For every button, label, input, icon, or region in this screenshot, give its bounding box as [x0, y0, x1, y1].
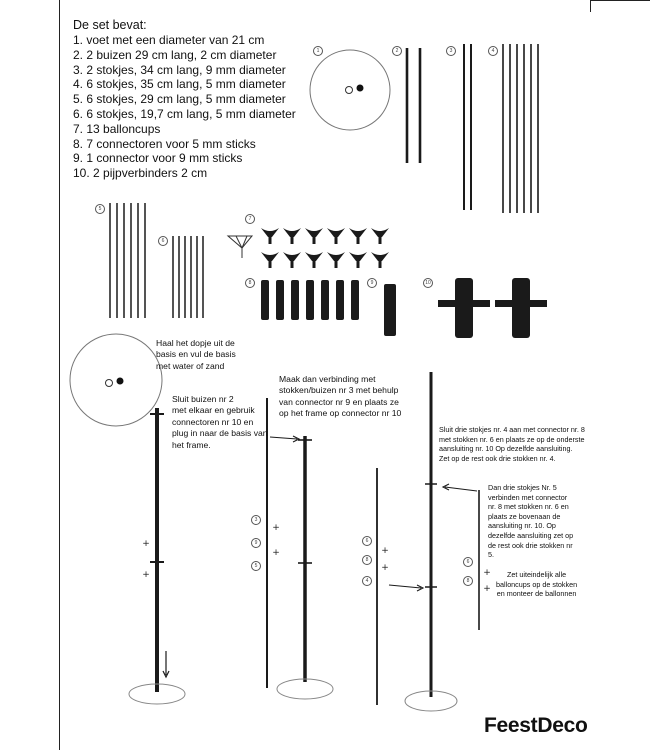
- sticks-19cm-part: [173, 236, 203, 318]
- balloon-cup-stem: [313, 236, 316, 244]
- marker-10: 10: [423, 278, 433, 288]
- parts-list-item: 8. 7 connectoren voor 5 mm sticks: [73, 136, 256, 151]
- connector-5mm: [351, 280, 359, 320]
- instruction-step-4: Sluit drie stokjes nr. 4 aan met connector nr. 8 met stokken nr. 6 en plaats ze op de onderste aansluiting nr. 10 Op dezelfde aansluiting. Zet op de rest ook drie stokken nr. 4.: [439, 425, 585, 463]
- plus-sign: +: [381, 563, 389, 573]
- balloon-cup-stem: [357, 236, 360, 244]
- balloon-cup-head: [261, 252, 279, 261]
- connector-5mm: [321, 280, 329, 320]
- instruction-step-3: Maak dan verbinding met stokken/buizen nr 3 met behulp van connector nr 9 en plaats ze op het frame op connector nr 10: [279, 374, 402, 419]
- plus-sign: +: [381, 546, 389, 556]
- marker-step-5a: 6: [463, 557, 473, 567]
- brand-logo: FeestDeco: [484, 714, 588, 737]
- set-title: De set bevat:: [73, 18, 147, 32]
- connector-5mm: [261, 280, 269, 320]
- tubes-part: [407, 48, 420, 163]
- balloon-cup: [261, 228, 279, 244]
- plus-sign: +: [142, 539, 150, 549]
- connector-5mm: [291, 280, 299, 320]
- marker-step-4c: 4: [362, 576, 372, 586]
- marker-step-5b: 8: [463, 576, 473, 586]
- plus-signs: [142, 523, 491, 594]
- instruction-step-5: Dan drie stokjes Nr. 5 verbinden met connector nr. 8 met stokken nr. 6 en plaats ze bovenaan de aansluiting nr. 10. Op dezelfde aansluiting zet op de rest ook drie stokken nr 5.: [488, 483, 574, 560]
- marker-1: 1: [313, 46, 323, 56]
- balloon-cups-part: [228, 236, 252, 258]
- balloon-cup-stem: [269, 260, 272, 268]
- balloon-cup: [327, 252, 345, 268]
- parts-list-item: 10. 2 pijpverbinders 2 cm: [73, 166, 208, 181]
- balloon-cup-head: [349, 252, 367, 261]
- balloon-cup: [283, 228, 301, 244]
- balloon-cup-stem: [313, 260, 316, 268]
- parts-list-item: 9. 1 connector voor 9 mm sticks: [73, 151, 243, 166]
- connectors-row: [261, 278, 547, 338]
- connector-5mm: [306, 280, 314, 320]
- connector-9mm: [384, 284, 396, 336]
- balloon-cup-stem: [379, 260, 382, 268]
- parts-list-item: 3. 2 stokjes, 34 cm lang, 9 mm diameter: [73, 62, 286, 77]
- plus-sign: +: [142, 570, 150, 580]
- marker-7: 7: [245, 214, 255, 224]
- balloon-cup-stem: [269, 236, 272, 244]
- parts-list-item: 2. 2 buizen 29 cm lang, 2 cm diameter: [73, 47, 277, 62]
- balloon-cup-head: [349, 228, 367, 237]
- marker-4: 4: [488, 46, 498, 56]
- plus-sign: +: [483, 584, 491, 594]
- sticks-35cm-part: [503, 44, 538, 213]
- marker-step-3c: 5: [251, 561, 261, 571]
- balloon-cup: [349, 228, 367, 244]
- marker-step-4b: 8: [362, 555, 372, 565]
- sticks-9mm-part: [464, 44, 471, 210]
- balloon-cup-head: [283, 252, 301, 261]
- pipe-connector-body: [455, 278, 473, 338]
- plus-sign: +: [272, 548, 280, 558]
- parts-list-item: 7. 13 balloncups: [73, 121, 161, 136]
- balloon-cup: [327, 228, 345, 244]
- balloon-cup-head: [283, 228, 301, 237]
- parts-list-item: 5. 6 stokjes, 29 cm lang, 5 mm diameter: [73, 92, 286, 107]
- balloon-cup: [349, 252, 367, 268]
- instruction-step-6: Zet uiteindelijk alle balloncups op de stokken en monteer de ballonnen: [496, 570, 578, 599]
- connector-5mm: [276, 280, 284, 320]
- balloon-cup: [371, 228, 389, 244]
- base-step-1: [70, 334, 162, 426]
- balloon-cup-head: [327, 228, 345, 237]
- assembly-step-4: [377, 372, 477, 711]
- connector-5mm: [336, 280, 344, 320]
- instruction-step-2: Sluit buizen nr 2 met elkaar en gebruik connectoren nr 10 en plug in naar de basis van het frame.: [172, 394, 268, 450]
- marker-8: 8: [245, 278, 255, 288]
- balloon-cup: [305, 228, 323, 244]
- cups-grid: [261, 228, 389, 268]
- parts-list-item: 6. 6 stokjes, 19,7 cm lang, 5 mm diameter: [73, 106, 296, 121]
- marker-3: 3: [446, 46, 456, 56]
- parts-list-item: 4. 6 stokjes, 35 cm lang, 5 mm diameter: [73, 77, 286, 92]
- balloon-cup: [305, 252, 323, 268]
- balloon-cup-stem: [335, 260, 338, 268]
- plus-sign: +: [272, 523, 280, 533]
- balloon-cup: [371, 252, 389, 268]
- balloon-cup-stem: [357, 260, 360, 268]
- marker-5: 5: [95, 204, 105, 214]
- balloon-cup-head: [305, 252, 323, 261]
- balloon-cup-stem: [379, 236, 382, 244]
- base-hole: [346, 87, 353, 94]
- balloon-cup-head: [327, 252, 345, 261]
- plus-sign: +: [483, 568, 491, 578]
- pipe-connector-flange: [495, 300, 547, 307]
- pipe-connector-flange: [438, 300, 490, 307]
- marker-9: 9: [367, 278, 377, 288]
- balloon-cup-head: [305, 228, 323, 237]
- marker-2: 2: [392, 46, 402, 56]
- balloon-cup-head: [261, 228, 279, 237]
- marker-6: 6: [158, 236, 168, 246]
- assembly-step-2: [129, 408, 185, 704]
- balloon-cup: [283, 252, 301, 268]
- marker-step-4a: 6: [362, 536, 372, 546]
- balloon-cup-stem: [335, 236, 338, 244]
- parts-list-item: 1. voet met een diameter van 21 cm: [73, 33, 265, 47]
- base-plug: [357, 85, 363, 91]
- balloon-cup-stem: [291, 260, 294, 268]
- balloon-cup-head: [371, 228, 389, 237]
- marker-step-3a: 3: [251, 515, 261, 525]
- pipe-connector-body: [512, 278, 530, 338]
- sticks-29cm-part: [110, 203, 145, 318]
- balloon-cup-head: [371, 252, 389, 261]
- balloon-cup-stem: [291, 236, 294, 244]
- marker-step-3b: 9: [251, 538, 261, 548]
- instruction-step-1: Haal het dopje uit de basis en vul de basis met water of zand: [156, 338, 236, 371]
- balloon-cup: [261, 252, 279, 268]
